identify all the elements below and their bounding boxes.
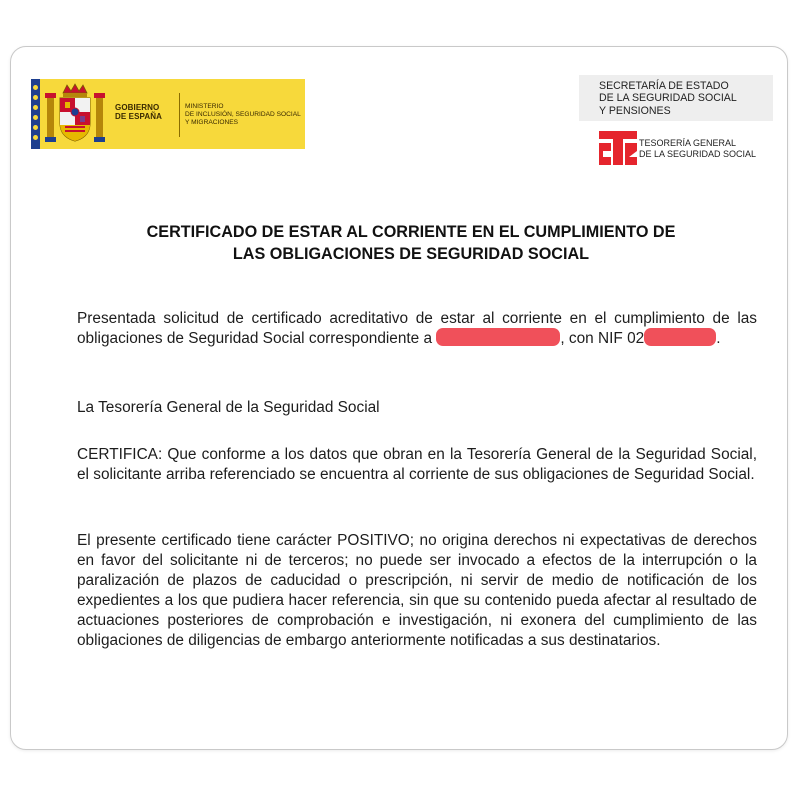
eu-flag-strip bbox=[31, 79, 40, 149]
disclaimer-paragraph: El presente certificado tiene carácter POSITIVO; no origina derechos ni expectativas de derechos en favor del solicitante ni de terceros; no puede ser invocado a efectos de la interrupción o la paralización de plazos de caducidad o prescripción, ni servir de medio de notificación de los expedientes a los que pudiera hacer referencia, sin que su contenido pueda afectar al resultado de actuaciones posteriores de comprobación e investigación, ni exonera del cumplimiento de las obligaciones de diligencias de embargo anteriormente notificadas a sus destinatarios. bbox=[77, 532, 757, 649]
issuer-paragraph: La Tesorería General de la Seguridad Social bbox=[77, 399, 380, 416]
certifica-paragraph: CERTIFICA: Que conforme a los datos que obran en la Tesorería General de la Seguridad Social, el solicitante arriba referenciado se encuentra al corriente de sus obligaciones de Seguridad Social. bbox=[77, 446, 757, 483]
government-logo-banner bbox=[31, 79, 305, 149]
tgss-name: TESORERÍA GENERAL DE LA SEGURIDAD SOCIAL bbox=[639, 138, 757, 159]
request-text: Presentada solicitud de certificado acreditativo de estar al corriente en el cumplimiento de las obligaciones de Seguridad Social correspondiente a bbox=[77, 310, 757, 347]
nif-prefix: 02 bbox=[627, 330, 645, 347]
coat-of-arms-icon bbox=[45, 83, 105, 145]
document-title: CERTIFICADO DE ESTAR AL CORRIENTE EN EL CUMPLIMIENTO DE LAS OBLIGACIONES DE SEGURIDAD SOCIAL bbox=[146, 223, 676, 263]
logo-divider bbox=[179, 93, 180, 137]
government-name: GOBIERNO DE ESPAÑA bbox=[115, 103, 162, 121]
request-paragraph bbox=[77, 309, 757, 349]
tgss-logo-icon bbox=[599, 131, 637, 165]
certificate-sheet bbox=[10, 46, 788, 750]
request-text-end: . bbox=[716, 330, 721, 347]
secretaria-label-box bbox=[579, 75, 773, 121]
redacted-name bbox=[436, 328, 560, 346]
redacted-nif bbox=[644, 328, 716, 346]
ministry-name: MINISTERIO DE INCLUSIÓN, SEGURIDAD SOCIAL Y MIGRACIONES bbox=[185, 103, 301, 126]
secretaria-name: SECRETARÍA DE ESTADO DE LA SEGURIDAD SOCIAL Y PENSIONES bbox=[599, 80, 737, 117]
request-text-nif: , con NIF bbox=[560, 330, 623, 347]
